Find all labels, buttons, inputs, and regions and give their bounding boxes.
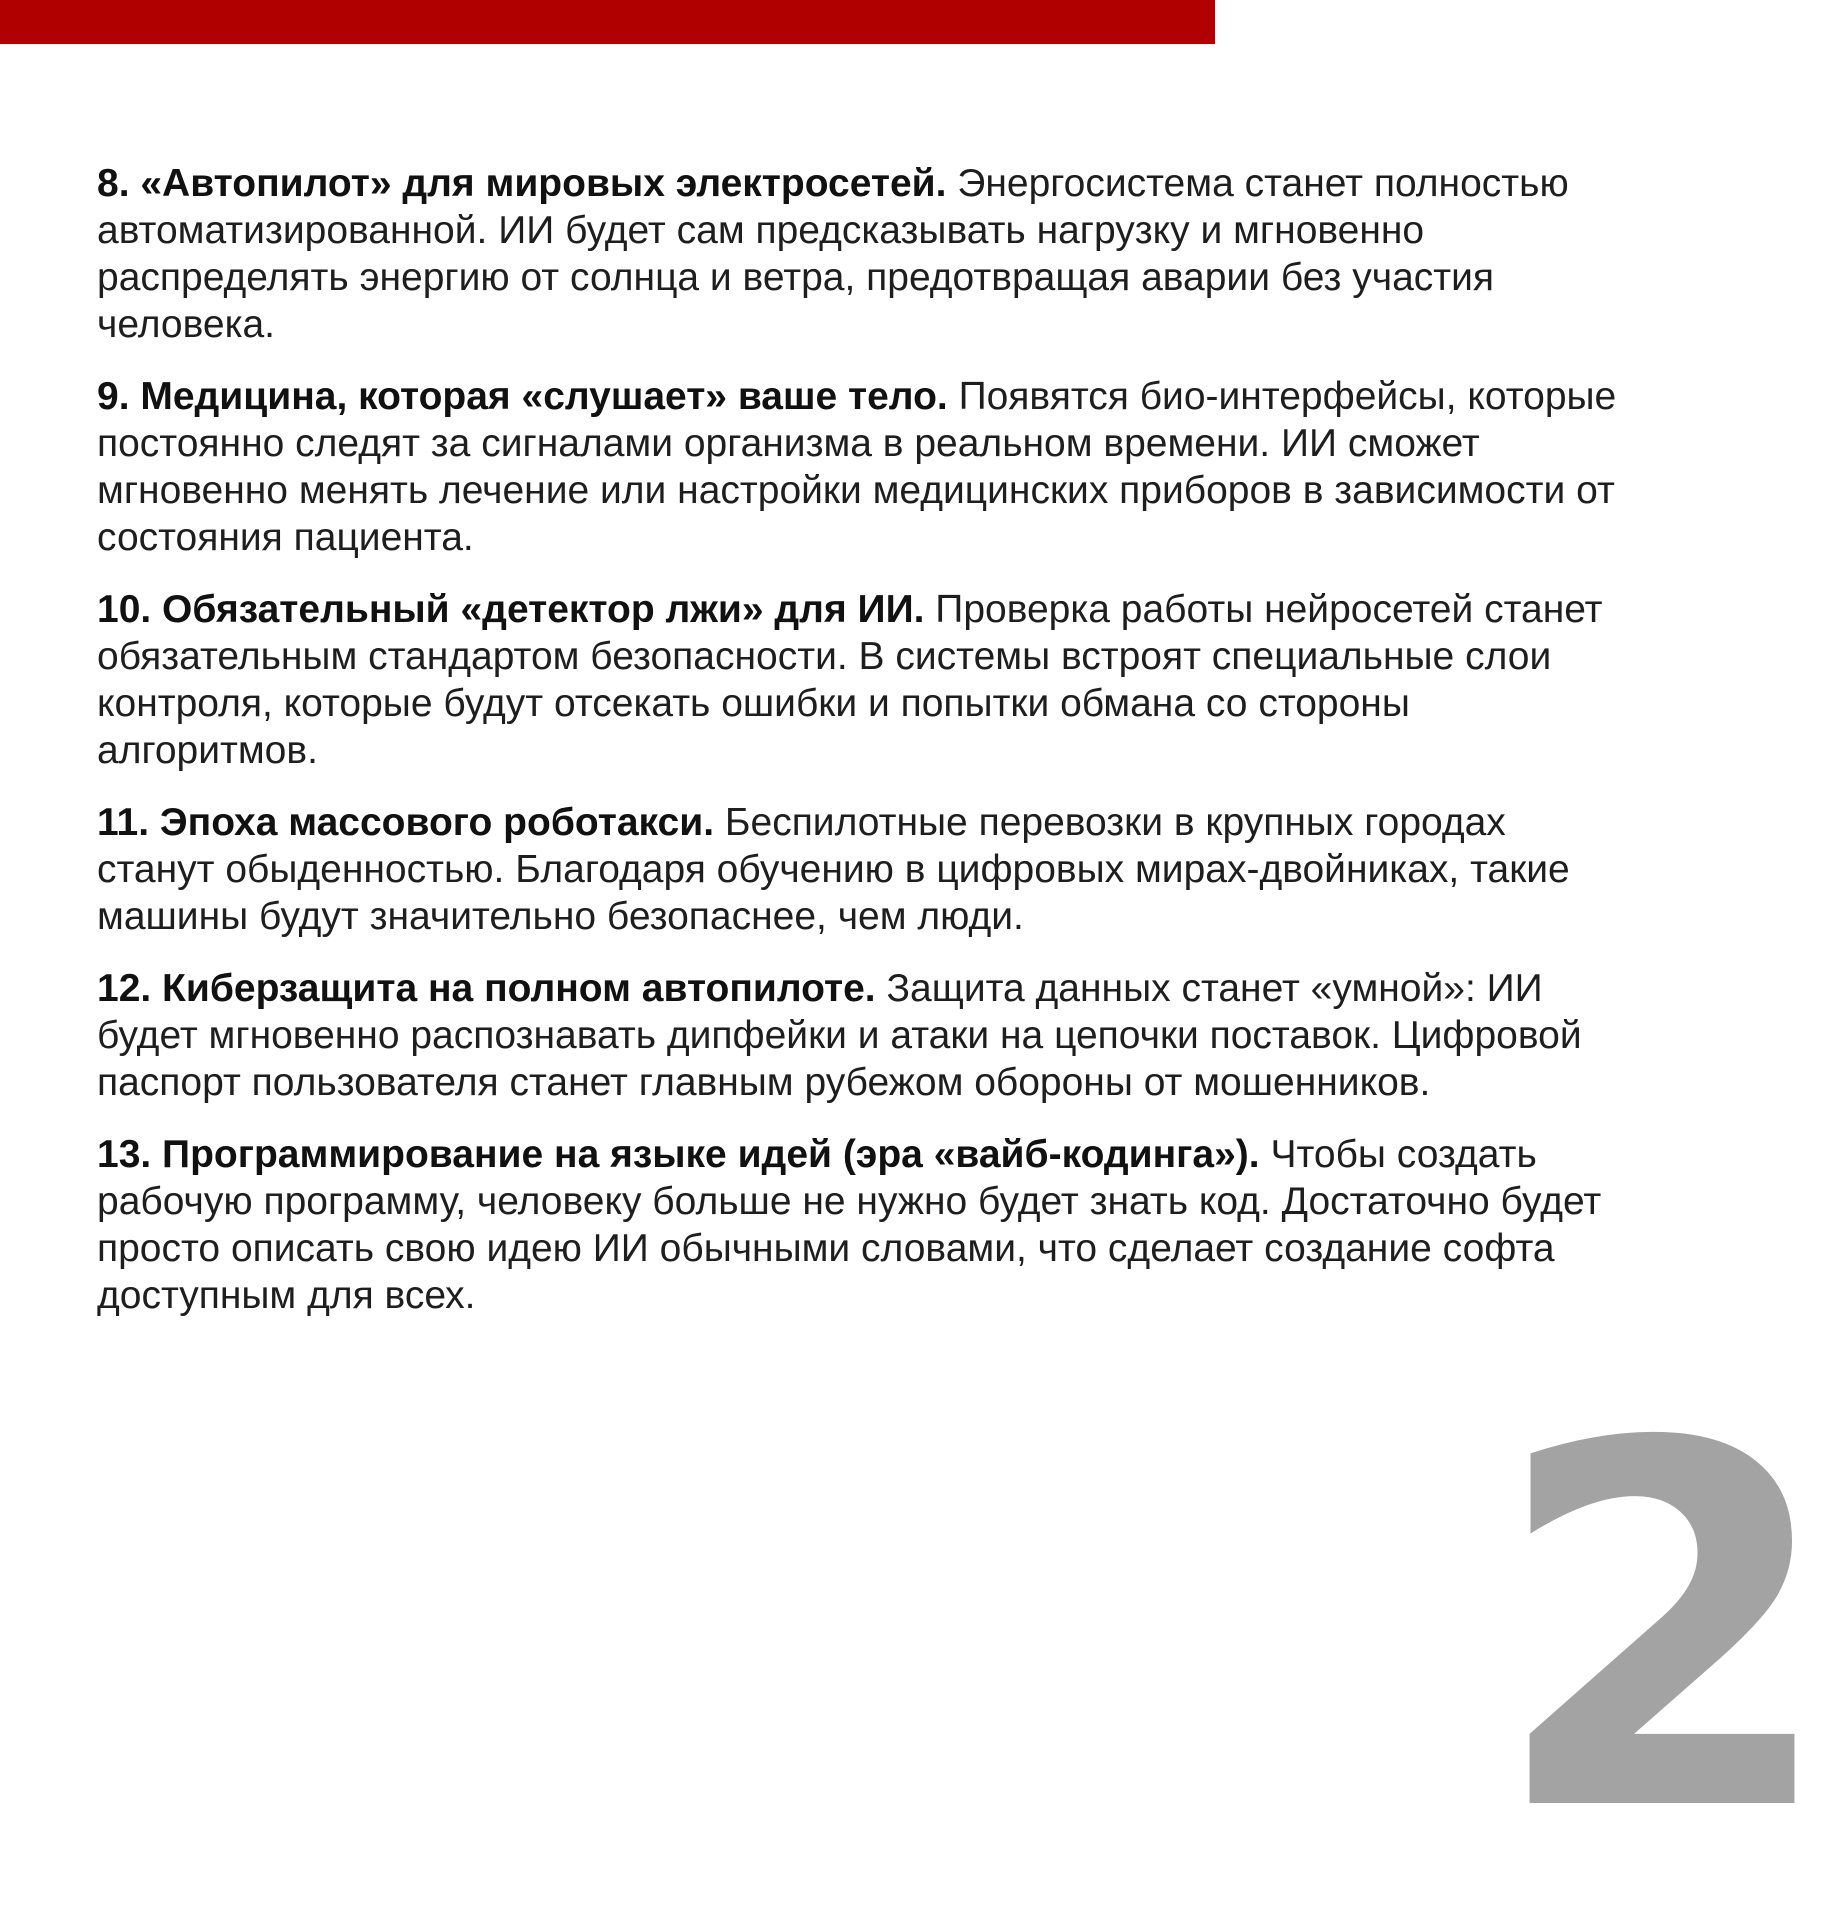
item-title: 10. Обязательный «детектор лжи» для ИИ.: [97, 588, 925, 631]
list-item-13: [97, 1131, 1617, 1319]
page-number: 2: [1490, 1339, 1838, 1921]
list-item-12: [97, 965, 1617, 1106]
item-body: Энергосистема станет полностью автоматизированной. ИИ будет сам предсказывать нагрузку и мгновенно распределять энергию от солнца и ветра, предотвращая аварии без участия человека.: [97, 162, 1569, 346]
item-title: 8. «Автопилот» для мировых электросетей.: [97, 162, 947, 205]
item-body: Появятся био-интерфейсы, которые постоянно следят за сигналами организма в реальном времени. ИИ сможет мгновенно менять лечение или настройки медицинских приборов в зависимости от состояния пациента.: [97, 375, 1617, 559]
list-item-10: [97, 586, 1617, 774]
content-list: [97, 160, 1617, 1344]
item-title: 13. Программирование на языке идей (эра «вайб-кодинга»).: [97, 1133, 1260, 1176]
top-accent-bar: [0, 0, 1215, 44]
item-body: Беспилотные перевозки в крупных городах станут обыденностью. Благодаря обучению в цифровых мирах-двойниках, такие машины будут значительно безопаснее, чем люди.: [97, 801, 1570, 938]
item-body: Проверка работы нейросетей станет обязательным стандартом безопасности. В системы встроят специальные слои контроля, которые будут отсекать ошибки и попытки обмана со стороны алгоритмов.: [97, 588, 1603, 772]
item-body: Чтобы создать рабочую программу, человеку больше не нужно будет знать код. Достаточно будет просто описать свою идею ИИ обычными словами, что сделает создание софта доступным для всех.: [97, 1133, 1602, 1317]
item-body: Защита данных станет «умной»: ИИ будет мгновенно распознавать дипфейки и атаки на цепочки поставок. Цифровой паспорт пользователя станет главным рубежом обороны от мошенников.: [97, 967, 1582, 1104]
item-title: 12. Киберзащита на полном автопилоте.: [97, 967, 876, 1010]
list-item-9: [97, 373, 1617, 561]
list-item-8: [97, 160, 1617, 348]
item-title: 9. Медицина, которая «слушает» ваше тело.: [97, 375, 948, 418]
item-title: 11. Эпоха массового роботакси.: [97, 801, 715, 844]
list-item-11: [97, 799, 1617, 940]
